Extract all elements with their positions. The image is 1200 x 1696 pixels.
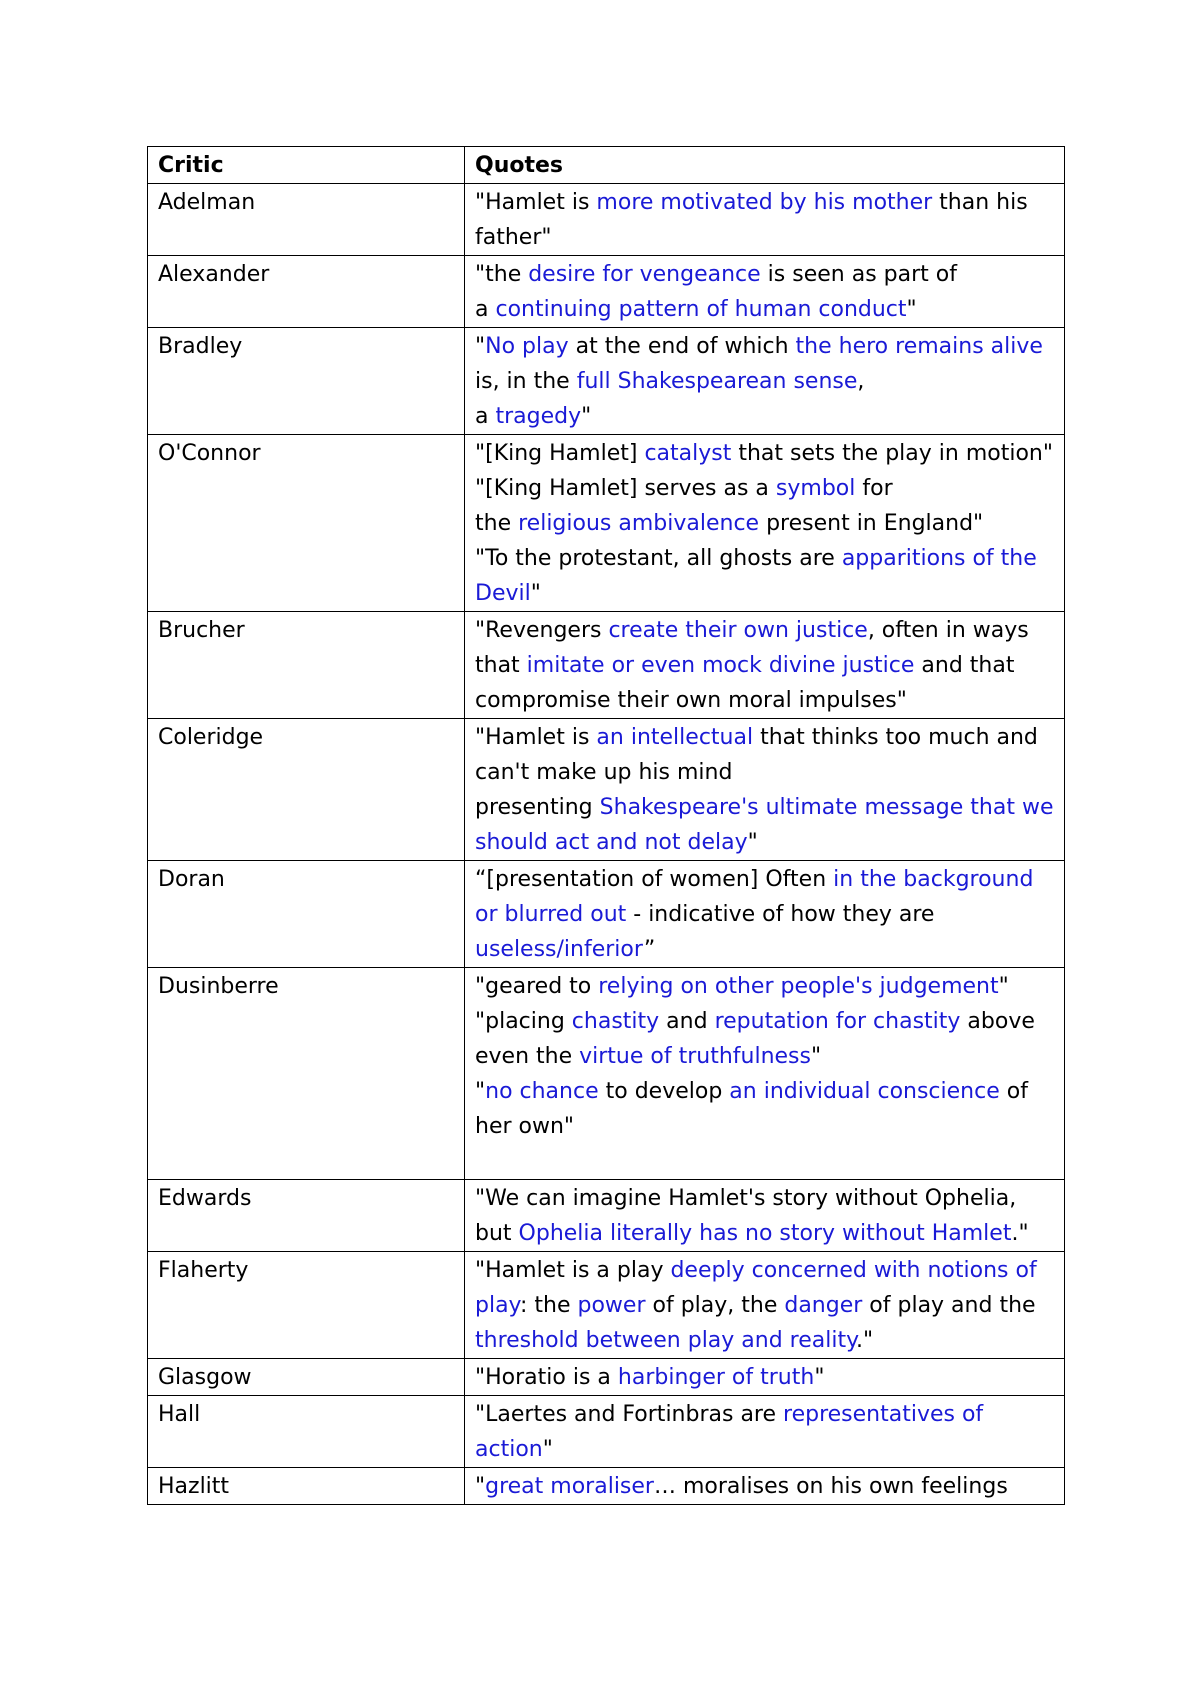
quote-cell — [465, 968, 1065, 1180]
quote-text: a — [475, 404, 496, 429]
quote-text: "the — [475, 262, 529, 287]
quote-text: ." — [1011, 1221, 1029, 1246]
quote-text: of play and the — [862, 1293, 1036, 1318]
quote-highlight: full Shakespearean sense — [576, 369, 858, 394]
critic-name: Alexander — [158, 262, 270, 287]
table-row — [148, 184, 1065, 256]
quote-text: "geared to — [475, 974, 599, 999]
quote-line — [475, 1074, 1056, 1144]
quote-cell — [465, 328, 1065, 435]
quote-line — [475, 257, 1056, 292]
quote-text: for — [855, 476, 893, 501]
critic-name: Glasgow — [158, 1365, 252, 1390]
quote-cell — [465, 1359, 1065, 1396]
quote-highlight: symbol — [775, 476, 856, 501]
quote-line — [475, 436, 1056, 471]
quote-line — [475, 541, 1056, 611]
quote-highlight: in the background or blurred out — [475, 867, 1034, 927]
quote-cell — [465, 612, 1065, 719]
quote-text: " — [475, 334, 486, 359]
table-row — [148, 719, 1065, 861]
quote-cell — [465, 1396, 1065, 1468]
quote-line — [475, 329, 1056, 399]
quote-line — [475, 969, 1056, 1004]
quote-cell — [465, 1180, 1065, 1252]
blank-line — [475, 1144, 1056, 1179]
quote-cell — [465, 1252, 1065, 1359]
quote-highlight: Ophelia literally has no story without Hamlet — [518, 1221, 1012, 1246]
quote-text: " — [906, 297, 917, 322]
quote-text: " — [475, 1079, 486, 1104]
quote-cell — [465, 184, 1065, 256]
quote-highlight: No play — [485, 334, 569, 359]
critic-name: Coleridge — [158, 725, 264, 750]
quote-highlight: no chance — [485, 1079, 599, 1104]
quote-text: that sets the play in motion" — [731, 441, 1053, 466]
critic-name: O'Connor — [158, 441, 261, 466]
table-row — [148, 1252, 1065, 1359]
critic-cell — [148, 435, 465, 612]
table-row — [148, 968, 1065, 1180]
quote-highlight: chastity — [571, 1009, 660, 1034]
critic-cell — [148, 256, 465, 328]
quote-highlight: continuing pattern of human conduct — [495, 297, 907, 322]
quote-cell — [465, 435, 1065, 612]
quote-highlight: reputation for chastity — [714, 1009, 961, 1034]
header-row — [148, 147, 1065, 184]
quote-cell — [465, 719, 1065, 861]
quote-highlight: useless/inferior — [475, 937, 644, 962]
critics-table — [147, 146, 1065, 1505]
quote-text: above even the — [475, 1009, 1035, 1069]
quote-text: "We can imagine Hamlet's story without Ophelia, but — [475, 1186, 1017, 1246]
quote-text: "placing — [475, 1009, 572, 1034]
critic-name: Doran — [158, 867, 225, 892]
quote-highlight: harbinger of truth — [617, 1365, 815, 1390]
quote-text: is seen as part of — [760, 262, 957, 287]
quote-text: "Horatio is a — [475, 1365, 618, 1390]
critic-cell — [148, 1180, 465, 1252]
quote-line — [475, 1360, 1056, 1395]
quote-text: and — [659, 1009, 715, 1034]
quote-highlight: relying on other people's judgement — [598, 974, 999, 999]
table-row — [148, 861, 1065, 968]
quote-text: "Hamlet is a play — [475, 1258, 671, 1283]
critic-cell — [148, 861, 465, 968]
quote-line — [475, 790, 1056, 860]
quote-line — [475, 862, 1056, 967]
table-row — [148, 435, 1065, 612]
quote-text: , — [857, 369, 865, 394]
quote-line — [475, 720, 1056, 790]
quote-highlight: an intellectual — [596, 725, 754, 750]
critic-cell — [148, 1396, 465, 1468]
table-row — [148, 328, 1065, 435]
quote-text: "To the protestant, all ghosts are — [475, 546, 842, 571]
quote-highlight: power — [577, 1293, 646, 1318]
quote-line — [475, 506, 1056, 541]
quote-text: : the — [519, 1293, 578, 1318]
quote-line — [475, 1181, 1056, 1251]
critic-name: Brucher — [158, 618, 245, 643]
table-row — [148, 1359, 1065, 1396]
quote-highlight: religious ambivalence — [518, 511, 760, 536]
quote-text: " — [747, 830, 758, 855]
quote-text: "[King Hamlet] — [475, 441, 645, 466]
quote-cell — [465, 1468, 1065, 1505]
quote-line — [475, 1253, 1056, 1358]
quote-text: “[presentation of women] Often — [475, 867, 834, 892]
quote-highlight: threshold between play and reality — [475, 1328, 856, 1353]
quote-text: at the end of which — [568, 334, 796, 359]
quote-text: is, in the — [475, 369, 577, 394]
critic-cell — [148, 1359, 465, 1396]
quote-text: " — [581, 404, 592, 429]
quote-highlight: an individual conscience — [729, 1079, 1000, 1104]
quote-text: than his father" — [475, 190, 1028, 250]
quote-text: of her own" — [475, 1079, 1028, 1139]
quote-text: … moralises on his own feelings — [653, 1474, 1008, 1499]
header-quotes: Quotes — [465, 147, 1065, 184]
quote-line — [475, 471, 1056, 506]
quote-highlight: danger — [784, 1293, 863, 1318]
quote-text: , often in ways that — [475, 618, 1029, 678]
quote-text: " — [542, 1437, 553, 1462]
quote-text: "Hamlet is — [475, 190, 597, 215]
quote-highlight: deeply concerned with notions of play — [475, 1258, 1037, 1318]
quote-line — [475, 292, 1056, 327]
quote-cell — [465, 861, 1065, 968]
quote-text: "[King Hamlet] serves as a — [475, 476, 776, 501]
quote-highlight: Shakespeare's ultimate message that we should act and not delay — [475, 795, 1054, 855]
critic-cell — [148, 968, 465, 1180]
quote-highlight: desire for vengeance — [528, 262, 761, 287]
quote-highlight: apparitions of the Devil — [475, 546, 1037, 606]
quote-line — [475, 1004, 1056, 1074]
critic-cell — [148, 612, 465, 719]
table-row — [148, 1396, 1065, 1468]
critic-cell — [148, 184, 465, 256]
critic-name: Dusinberre — [158, 974, 279, 999]
quote-text: of play, the — [645, 1293, 785, 1318]
quote-text: the — [475, 511, 519, 536]
quote-line — [475, 1469, 1056, 1504]
header-critic: Critic — [148, 147, 465, 184]
quote-highlight: great moraliser — [485, 1474, 654, 1499]
quote-text: " — [814, 1365, 825, 1390]
quote-highlight: more motivated by his mother — [596, 190, 933, 215]
quote-text: to develop — [598, 1079, 730, 1104]
quote-highlight: imitate or even mock divine justice — [526, 653, 915, 678]
quote-text: ." — [856, 1328, 874, 1353]
quote-line — [475, 613, 1056, 718]
quote-text: " — [810, 1044, 822, 1069]
critic-cell — [148, 1252, 465, 1359]
quote-highlight: tragedy — [495, 404, 582, 429]
quote-highlight: create their own justice — [608, 618, 868, 643]
quote-text: "Laertes and Fortinbras are — [475, 1402, 784, 1427]
quote-text: "Revengers — [475, 618, 609, 643]
critic-name: Adelman — [158, 190, 256, 215]
quote-highlight: representatives of action — [475, 1402, 984, 1462]
quote-line — [475, 399, 1056, 434]
quote-cell — [465, 256, 1065, 328]
quote-text: "Hamlet is — [475, 725, 597, 750]
quote-text: present in England" — [759, 511, 984, 536]
quote-highlight: catalyst — [644, 441, 732, 466]
critic-cell — [148, 719, 465, 861]
quote-highlight: the hero remains alive — [795, 334, 1043, 359]
quote-text: presenting — [475, 795, 600, 820]
critic-name: Bradley — [158, 334, 243, 359]
quote-highlight: virtue of truthfulness — [579, 1044, 811, 1069]
quote-text: that thinks too much and can't make up his mind — [475, 725, 1038, 785]
table-row — [148, 612, 1065, 719]
quote-line — [475, 185, 1056, 255]
critic-name: Flaherty — [158, 1258, 249, 1283]
quote-line — [475, 1397, 1056, 1467]
quote-text: " — [475, 1474, 486, 1499]
quote-text: a — [475, 297, 496, 322]
quote-text: " — [530, 581, 541, 606]
quote-text: ” — [643, 937, 656, 962]
critic-name: Hazlitt — [158, 1474, 230, 1499]
quote-text: - indicative of how they are — [626, 902, 935, 927]
quote-text: and that compromise their own moral impulses" — [475, 653, 1015, 713]
quote-text: " — [998, 974, 1009, 999]
table-row — [148, 1180, 1065, 1252]
table-row — [148, 1468, 1065, 1505]
critic-cell — [148, 1468, 465, 1505]
critic-cell — [148, 328, 465, 435]
table-body — [148, 184, 1065, 1505]
critic-name: Hall — [158, 1402, 201, 1427]
critic-name: Edwards — [158, 1186, 252, 1211]
table-row — [148, 256, 1065, 328]
